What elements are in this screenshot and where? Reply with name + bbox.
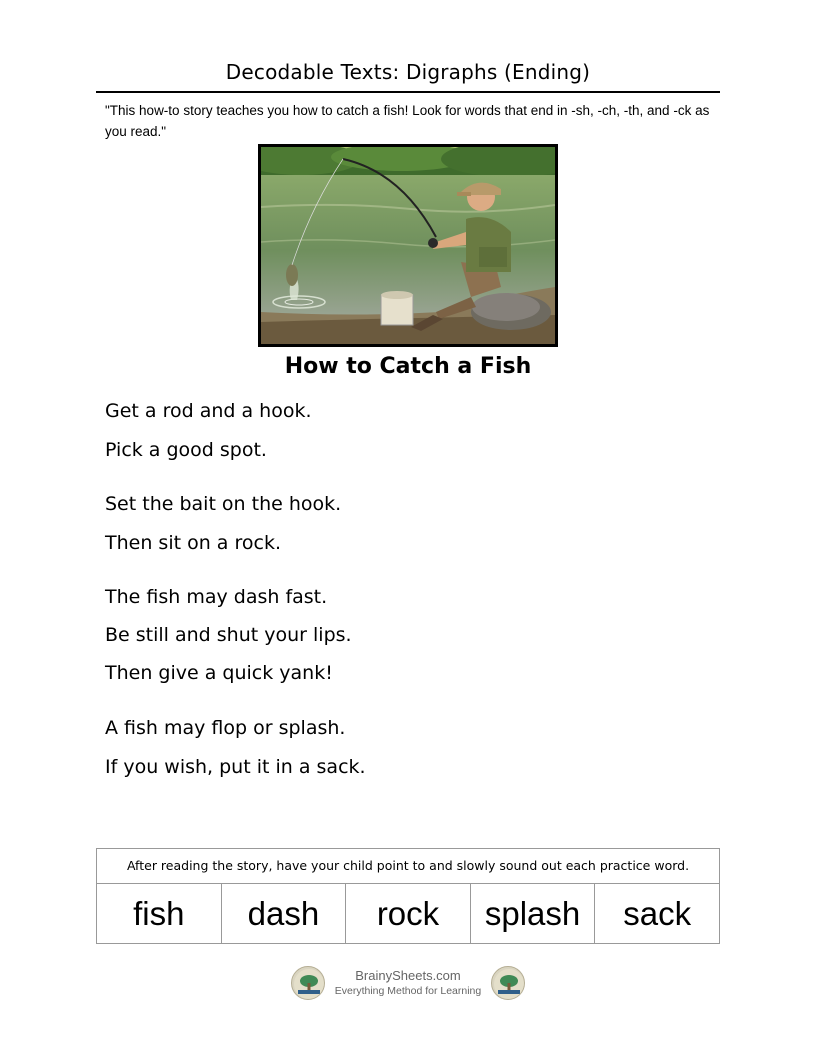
story-line: Get a rod and a hook. — [105, 400, 312, 422]
brainysheets-logo-icon — [291, 966, 325, 1000]
footer-tagline: Everything Method for Learning — [334, 985, 482, 997]
practice-word: dash — [222, 884, 347, 943]
practice-word: rock — [346, 884, 471, 943]
footer-brand — [331, 968, 485, 998]
story-line: If you wish, put it in a sack. — [105, 756, 366, 778]
story-line: Be still and shut your lips. — [105, 624, 352, 646]
page-title: Decodable Texts: Digraphs (Ending) — [225, 60, 591, 84]
practice-word-row — [97, 884, 719, 943]
story-line: Set the bait on the hook. — [105, 493, 342, 515]
intro-text: "This how-to story teaches you how to catch a fish! Look for words that end in -sh, -ch, -th, and -ck as you read." — [105, 103, 710, 139]
story-line: Then give a quick yank! — [105, 662, 333, 684]
title-divider — [96, 91, 720, 93]
story-line: Then sit on a rock. — [105, 532, 281, 554]
story-line: The fish may dash fast. — [105, 586, 328, 608]
story-title: How to Catch a Fish — [284, 354, 532, 379]
practice-word: splash — [471, 884, 596, 943]
practice-word: fish — [97, 884, 222, 943]
practice-words-table — [96, 848, 720, 944]
footer — [291, 964, 525, 1004]
practice-word: sack — [623, 895, 692, 932]
footer-site: BrainySheets.com — [355, 968, 461, 983]
story-line: A fish may flop or splash. — [105, 717, 346, 739]
boy-fishing-illustration — [261, 147, 555, 344]
story-illustration — [258, 144, 558, 347]
practice-instruction: After reading the story, have your child point to and slowly sound out each practice word. — [97, 849, 719, 884]
story-line: Pick a good spot. — [105, 439, 267, 461]
brainysheets-logo-icon — [491, 966, 525, 1000]
